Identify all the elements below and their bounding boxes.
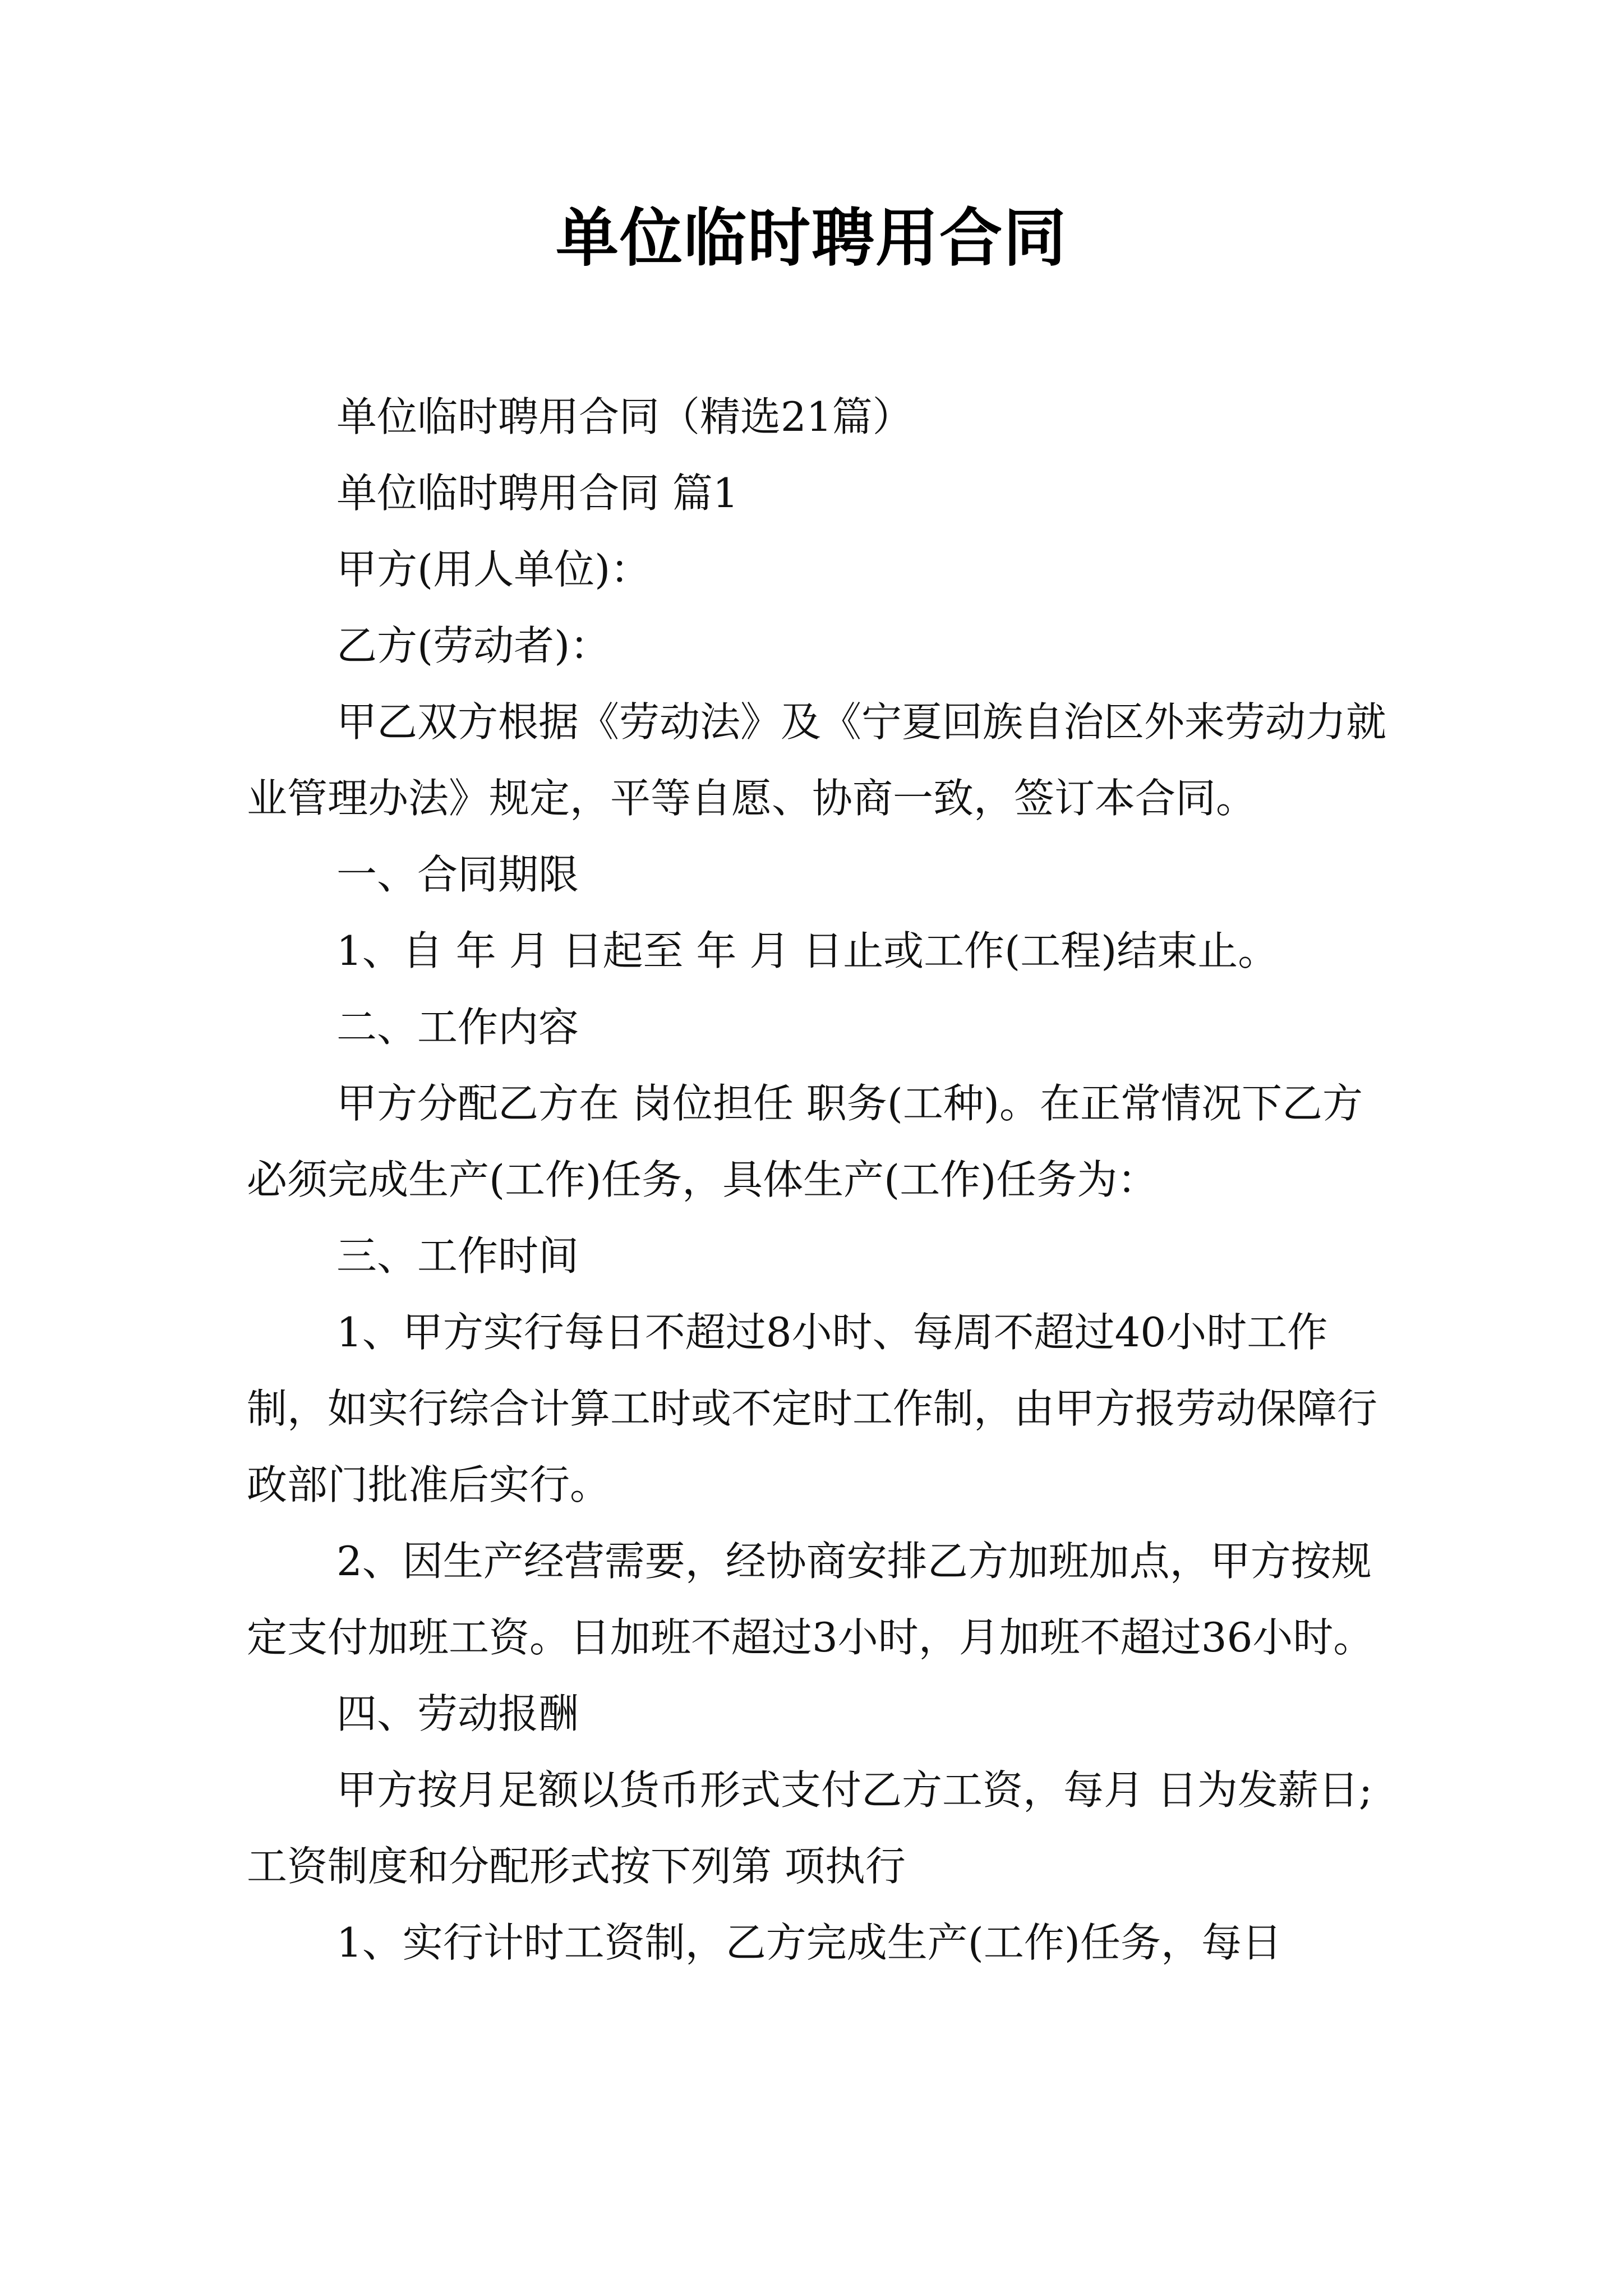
section-heading: 一、合同期限: [336, 851, 579, 898]
paragraph: 甲方按月足额以货币形式支付乙方工资，每月 日为发薪日;工资制度和分配形式按下列第 项执行: [247, 1766, 1373, 1890]
section-heading: 二、工作内容: [336, 1004, 579, 1051]
paragraph: 甲方(用人单位)：: [336, 546, 651, 593]
paragraph: 2、因生产经营需要，经协商安排乙方加班加点，甲方按规定支付加班工资。日加班不超过3小时，月加班不超过36小时。: [247, 1538, 1374, 1661]
paragraph: 1、甲方实行每日不超过8小时、每周不超过40小时工作制，如实行综合计算工时或不定时工作制，由甲方报劳动保障行政部门批准后实行。: [247, 1309, 1378, 1508]
section-heading: 三、工作时间: [336, 1232, 579, 1280]
page-title: 单位临时聘用合同: [556, 202, 1067, 275]
paragraph: 甲乙双方根据《劳动法》及《宁夏回族自治区外来劳动力就业管理办法》规定，平等自愿、协商一致，签订本合同。: [247, 698, 1387, 822]
paragraph: 1、实行计时工资制，乙方完成生产(工作)任务，每日: [336, 1919, 1282, 1966]
paragraph: 1、自 年 月 日起至 年 月 日止或工作(工程)结束止。: [336, 927, 1279, 974]
paragraph: 单位临时聘用合同（精选21篇）: [336, 393, 913, 440]
section-heading: 四、劳动报酬: [336, 1690, 579, 1737]
paragraph: 乙方(劳动者)：: [336, 622, 611, 669]
paragraph: 甲方分配乙方在 岗位担任 职务(工种)。在正常情况下乙方必须完成生产(工作)任务，具体生产(工作)任务为：: [247, 1080, 1363, 1203]
document-body: [247, 379, 1391, 1981]
paragraph: 单位临时聘用合同 篇1: [336, 470, 739, 517]
